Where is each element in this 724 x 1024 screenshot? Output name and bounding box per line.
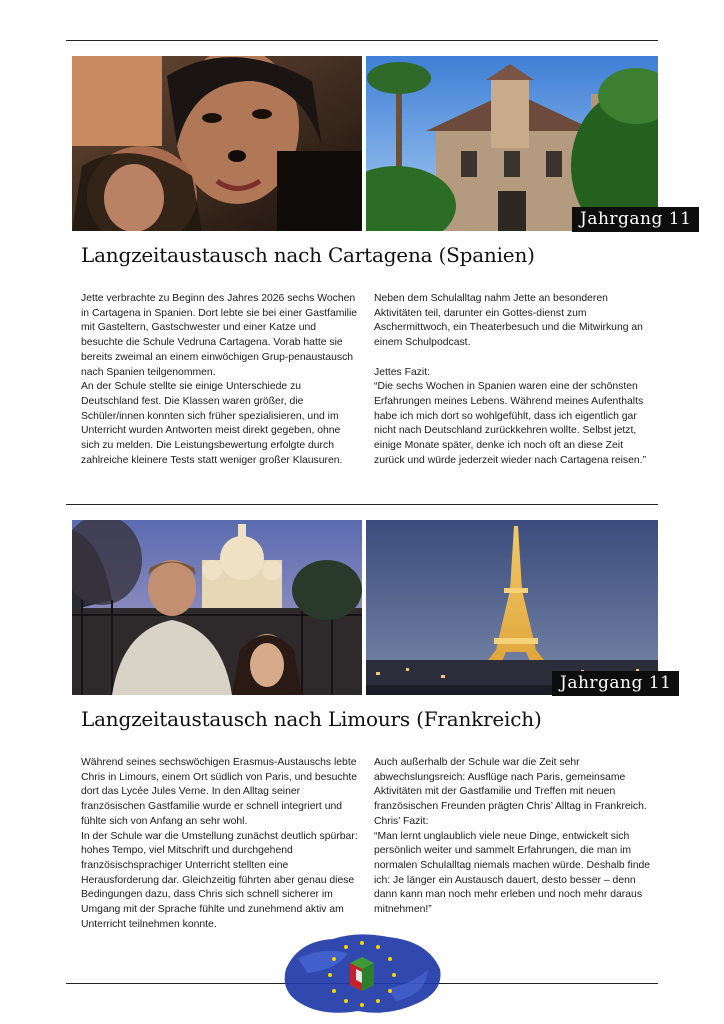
paragraph: Auch außerhalb der Schule war die Zeit sehr abwechslungsreich: Ausflüge nach Paris, gemeinsame Aktivitäten mit der Gastfamilie und Treffen mit neuen französischen Freunden prägten Chris’ Alltag in Frankreich. bbox=[374, 757, 647, 813]
quote: “Die sechs Wochen in Spanien waren eine der schönsten Erfahrungen meines Lebens. Während meines Aufenthalts habe ich mich dort so wohlgefühlt, dass ich eigentlich gar nicht nach Deutschland zurückkehren wollte. Selbst jetzt, einige Monate später, denke ich noch oft an diese Zeit zurück und würde jederzeit wieder nach Cartagena reisen.” bbox=[374, 381, 647, 466]
grade-badge: Jahrgang 11 bbox=[572, 207, 699, 232]
paragraph: Während seines sechswöchigen Erasmus-Austauschs lebte Chris in Limours, einem Ort südlich von Paris, und besuchte dort das Lycée Jules Verne. In den Alltag seiner französischen Gastfamilie wurde er schnell integriert und fühlte sich von Anfang an sehr wohl. bbox=[81, 757, 358, 827]
quote: “Man lernt unglaublich viele neue Dinge, entwickelt sich persönlich weiter und sammelt Erfahrungen, die man im normalen Schulalltag niemals machen würde. Deshalb finde ich: Je länger ein Austausch dauert, desto besser – denn dann kann man noch mehr erleben und noch mehr daraus mitnehmen!” bbox=[374, 830, 651, 916]
article-title: Langzeitaustausch nach Cartagena (Spanien) bbox=[81, 243, 535, 267]
paragraph: In der Schule war die Umstellung zunächst deutlich spürbar: hohes Tempo, viel Mitschrift und durchgehend französischsprachiger Unterricht stellten eine Herausforderung dar. Gleichzeitig führten aber genau diese Bedingungen dazu, dass Chris sich schnell sicherer im Umgang mit der Sprache fühlte und zunehmend aktiv am Unterricht teilnehmen konnte. bbox=[81, 830, 358, 930]
photo-sacre-coeur-students bbox=[72, 520, 362, 695]
top-divider bbox=[66, 40, 658, 41]
paragraph: Neben dem Schulalltag nahm Jette an besonderen Aktivitäten teil, darunter ein Gottes-dienst zum Aschermittwoch, ein Theaterbesuch und die Mitwirkung an einem Schulpodcast. bbox=[374, 293, 643, 349]
paragraph: Jette verbrachte zu Beginn des Jahres 2026 sechs Wochen in Cartagena in Spanien. Dort lebte sie bei einer Gastfamilie mit Gasteltern, Gastschwester und einer Katze und besuchte die Schule Vedruna Cartagena. Vorab hatte sie bereits zweimal an einem einwöchigen Grup-penaustausch nach Spanien teilgenommen. bbox=[81, 293, 358, 378]
section-divider bbox=[66, 504, 658, 505]
article-column-left bbox=[81, 756, 361, 932]
photo-selfie-cat-makeup bbox=[72, 56, 362, 231]
erasmus-logo-icon bbox=[278, 929, 446, 1015]
conclusion-label: Chris’ Fazit: bbox=[374, 815, 429, 827]
photo-school-building-spain bbox=[366, 56, 658, 231]
article-title: Langzeitaustausch nach Limours (Frankreich) bbox=[81, 707, 542, 731]
article-column-right bbox=[374, 292, 656, 468]
photo-eiffel-tower-night bbox=[366, 520, 658, 695]
article-column-left bbox=[81, 292, 361, 468]
conclusion-label: Jettes Fazit: bbox=[374, 366, 431, 378]
article-column-right bbox=[374, 756, 656, 918]
grade-badge: Jahrgang 11 bbox=[552, 671, 679, 696]
paragraph: An der Schule stellte sie einige Unterschiede zu Deutschland fest. Die Klassen waren größer, die Schüler/innen konnten sich früher spezialisieren, und im Unterricht wurden Antworten meist direkt gegeben, ohne sich zu melden. Die Leistungsbewertung erfolgte durch zahlreiche kleinere Tests statt weniger großer Klausuren. bbox=[81, 381, 343, 466]
